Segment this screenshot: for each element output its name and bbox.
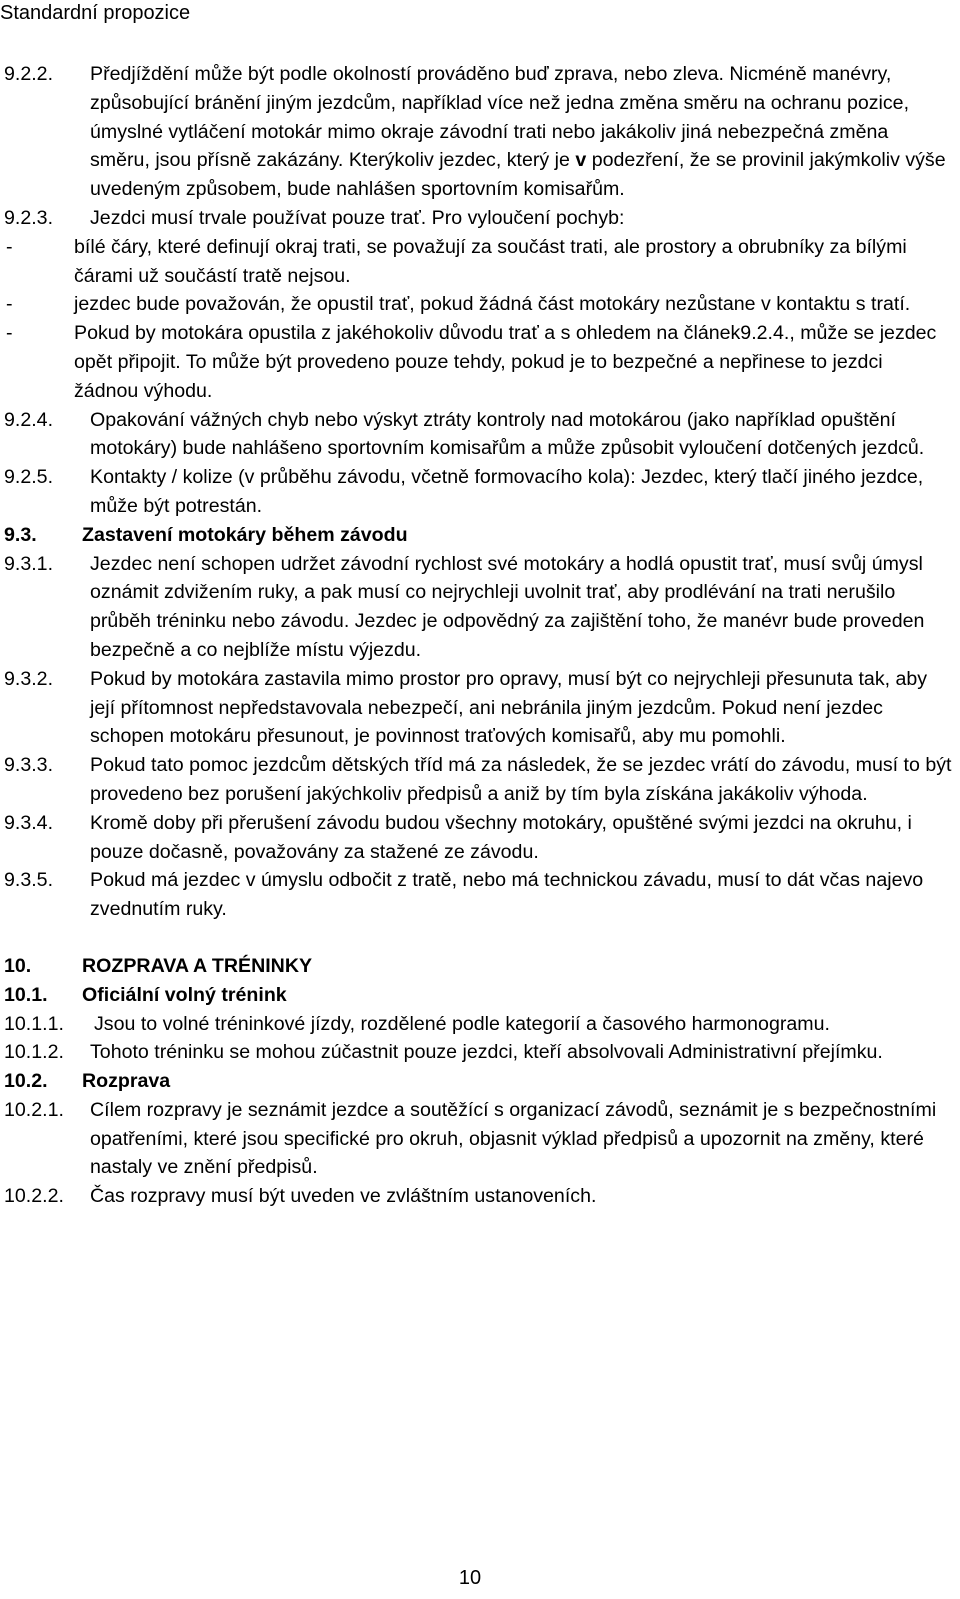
clause-number: 9.3.2. [4,667,54,690]
clause-number: 10.2.2. [4,1185,64,1208]
clause-9-3-3 [4,751,952,809]
clause-text: Jezdci musí trvale používat pouze trať. Pro vyloučení pochyb: [90,206,625,229]
bullet-dash: - [6,293,13,316]
heading-number: 10.1. [4,983,48,1006]
clause-number: 9.2.4. [4,408,54,431]
clause-text: Cílem rozpravy je seznámit jezdce a soutěžící s organizací závodů, seznámit je s bezpečnostními opatřeními, které jsou specifické pro okruh, objasnit výklad předpisů a upozornit na změny, které nastaly ve znění předpisů. [90,1098,937,1179]
heading-title: Zastavení motokáry během závodu [82,523,408,546]
clause-text: Opakování vážných chyb nebo výskyt ztráty kontroly nad motokárou (jako například opuštění motokáry) bude nahlášeno sportovním komisařům a může způsobit vyloučení dotčených jezdců. [90,408,925,460]
bullet-text: jezdec bude považován, že opustil trať, pokud žádná část motokáry nezůstane v kontaktu s tratí. [74,293,911,316]
clause-text: Předjíždění může být podle okolností prováděno buď zprava, nebo zleva. Nicméně manévry, způsobující bránění jiným jezdcům, například více než jedna změna směru na ochranu pozice, úmyslné vytláčení motokár mimo okraje závodní trati nebo jakákoliv jiná nebezpečná změna směru, jsou přísně zakázány. Kterýkoliv jezdec, který je v podezření, že se provinil jakýmkoliv výše uvedeným způsobem, bude nahlášen sportovním komisařům. [90,63,946,201]
document-header: Standardní propozice [0,2,191,24]
bullet-item [4,319,952,405]
clause-9-2-2 [4,60,952,204]
clause-text: Pokud má jezdec v úmyslu odbočit z tratě, nebo má technickou závadu, musí to dát včas najevo zvednutím ruky. [90,869,924,921]
clause-text: Kromě doby při přerušení závodu budou všechny motokáry, opuštěné svými jezdci na okruhu, i pouze dočasně, považovány za stažené ze závodu. [90,811,912,863]
clause-10-2-1 [4,1096,952,1182]
bullet-item [4,290,952,319]
section-heading-9-3 [4,521,952,550]
heading-number: 10.2. [4,1070,48,1093]
clause-number: 10.1.2. [4,1041,64,1064]
clause-text: Pokud by motokára zastavila mimo prostor pro opravy, musí být co nejrychleji přesunuta tak, aby její přítomnost nepředstavovala nebezpečí, ani nebránila jiným jezdcům. Pokud není jezdec schopen motokáru přesunout, je povinnost traťových komisařů, aby mu pomohli. [90,667,928,748]
clause-9-3-5 [4,866,952,924]
clause-9-2-4 [4,406,952,464]
clause-9-2-3 [4,204,952,233]
clause-9-3-2 [4,665,952,751]
clause-number: 9.3.4. [4,811,54,834]
clause-9-3-1 [4,550,952,665]
section-heading-10-1 [4,981,952,1010]
clause-number: 10.1.1. [4,1012,64,1035]
bullet-text: bílé čáry, které definují okraj trati, se považují za součást trati, ale prostory a obrubníky za bílými čárami už součástí tratě nejsou. [74,235,907,287]
section-heading-10 [4,952,952,981]
bold-word: v [575,149,587,172]
bullet-dash: - [6,322,13,345]
clause-number: 9.2.5. [4,466,54,489]
clause-10-1-2 [4,1038,952,1067]
page-number: 10 [458,1567,482,1589]
document-body [4,60,952,1211]
clause-number: 9.3.1. [4,552,54,575]
heading-title: Rozprava [82,1070,171,1093]
clause-text: Tohoto tréninku se mohou zúčastnit pouze jezdci, kteří absolvovali Administrativní přejímku. [90,1041,883,1064]
clause-text: Čas rozpravy musí být uveden ve zvláštním ustanoveních. [90,1185,597,1208]
clause-number: 10.2.1. [4,1098,64,1121]
clause-text: Jsou to volné tréninkové jízdy, rozdělené podle kategorií a časového harmonogramu. [94,1012,830,1035]
clause-9-3-4 [4,809,952,867]
clause-number: 9.3.5. [4,869,54,892]
clause-10-2-2 [4,1182,952,1211]
clause-9-2-5 [4,463,952,521]
clause-text: Kontakty / kolize (v průběhu závodu, včetně formovacího kola): Jezdec, který tlačí jiného jezdce, může být potrestán. [90,466,924,517]
bullet-text: Pokud by motokára opustila z jakéhokoliv důvodu trať a s ohledem na článek9.2.4., může se jezdec opět připojit. To může být provedeno pouze tehdy, pokud je to bezpečné a nepřinese to jezdci žádnou výhodu. [74,322,937,402]
clause-number: 9.2.2. [4,63,54,85]
bullet-dash: - [6,235,13,258]
clause-number: 9.3.3. [4,754,54,777]
clause-text: Jezdec není schopen udržet závodní rychlost své motokáry a hodlá opustit trať, musí svůj úmysl oznámit zdvižením ruky, a pak musí co nejrychleji uvolnit trať, aby prodlévání na trati nerušilo průběh tréninku nebo závodu. Jezdec je odpovědný za zajištění toho, že manévr bude proveden bezpečně a co nejblíže místu výjezdu. [90,552,925,661]
bullet-item [4,233,952,291]
heading-title: ROZPRAVA A TRÉNINKY [82,954,313,977]
clause-10-1-1 [4,1010,952,1039]
clause-text: Pokud tato pomoc jezdcům dětských tříd má za následek, že se jezdec vrátí do závodu, musí to být provedeno bez porušení jakýchkoliv předpisů a aniž by tím byla získána jakákoliv výhoda. [90,754,952,805]
section-spacer [4,924,952,952]
heading-title: Oficiální volný trénink [82,983,287,1006]
clause-number: 9.2.3. [4,206,54,229]
section-heading-10-2 [4,1067,952,1096]
heading-number: 10. [4,954,32,977]
heading-number: 9.3. [4,523,37,546]
